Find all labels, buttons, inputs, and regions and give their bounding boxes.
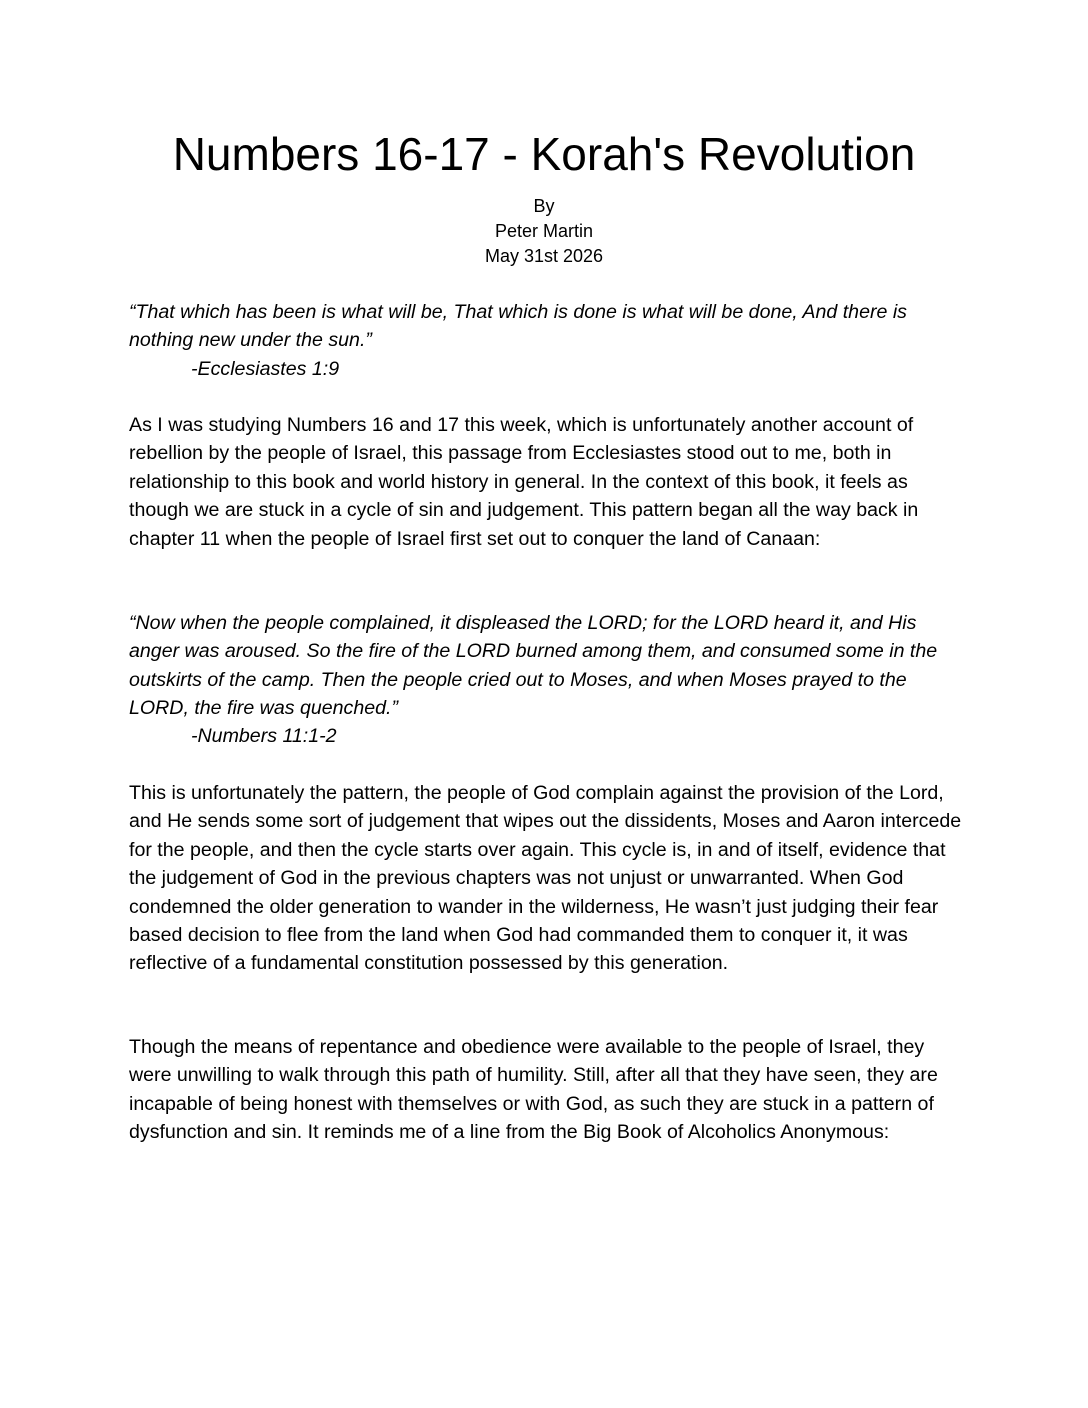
byline-by: By	[533, 196, 555, 216]
epigraph-citation: -Ecclesiastes 1:9	[191, 358, 340, 380]
block-quote-citation: -Numbers 11:1-2	[191, 725, 337, 747]
document-title: Numbers 16-17 - Korah's Revolution	[172, 128, 916, 180]
block-quote: “Now when the people complained, it displeased the LORD; for the LORD heard it, and His anger was aroused. So the fire of the LORD burned among them, and consumed some in the outskirts of the camp. Then the people cried out to Moses, and when Moses prayed to the LORD, the fire was quenched.”	[129, 612, 938, 720]
epigraph-quote: “That which has been is what will be, That which is done is what will be done, And there is nothing new under the sun.”	[129, 301, 907, 352]
paragraph-2: This is unfortunately the pattern, the people of God complain against the provision of the Lord, and He sends some sort of judgement that wipes out the dissidents, Moses and Aaron intercede for the people, and then the cycle starts over again. This cycle is, in and of itself, evidence that the judgement of God in the previous chapters was not unjust or unwarranted. When God condemned the older generation to wander in the wilderness, He wasn’t just judging their fear based decision to flee from the land when God had commanded them to conquer it, it was reflective of a fundamental constitution possessed by this generation.	[129, 782, 962, 975]
byline-author: Peter Martin	[494, 221, 594, 241]
paragraph-3: Though the means of repentance and obedience were available to the people of Israel, they were unwilling to walk through this path of humility. Still, after all that they have seen, they are incapable of being honest with themselves or with God, as such they are stuck in a pattern of dysfunction and sin. It reminds me of a line from the Big Book of Alcoholics Anonymous:	[129, 1036, 938, 1144]
paragraph-1: As I was studying Numbers 16 and 17 this week, which is unfortunately another account of rebellion by the people of Israel, this passage from Ecclesiastes stood out to me, both in relationship to this book and world history in general. In the context of this book, it feels as though we are stuck in a cycle of sin and judgement. This pattern began all the way back in chapter 11 when the people of Israel first set out to conquer the land of Canaan:	[129, 414, 919, 550]
byline-date: May 31st 2026	[484, 246, 604, 266]
byline	[0, 194, 1088, 269]
